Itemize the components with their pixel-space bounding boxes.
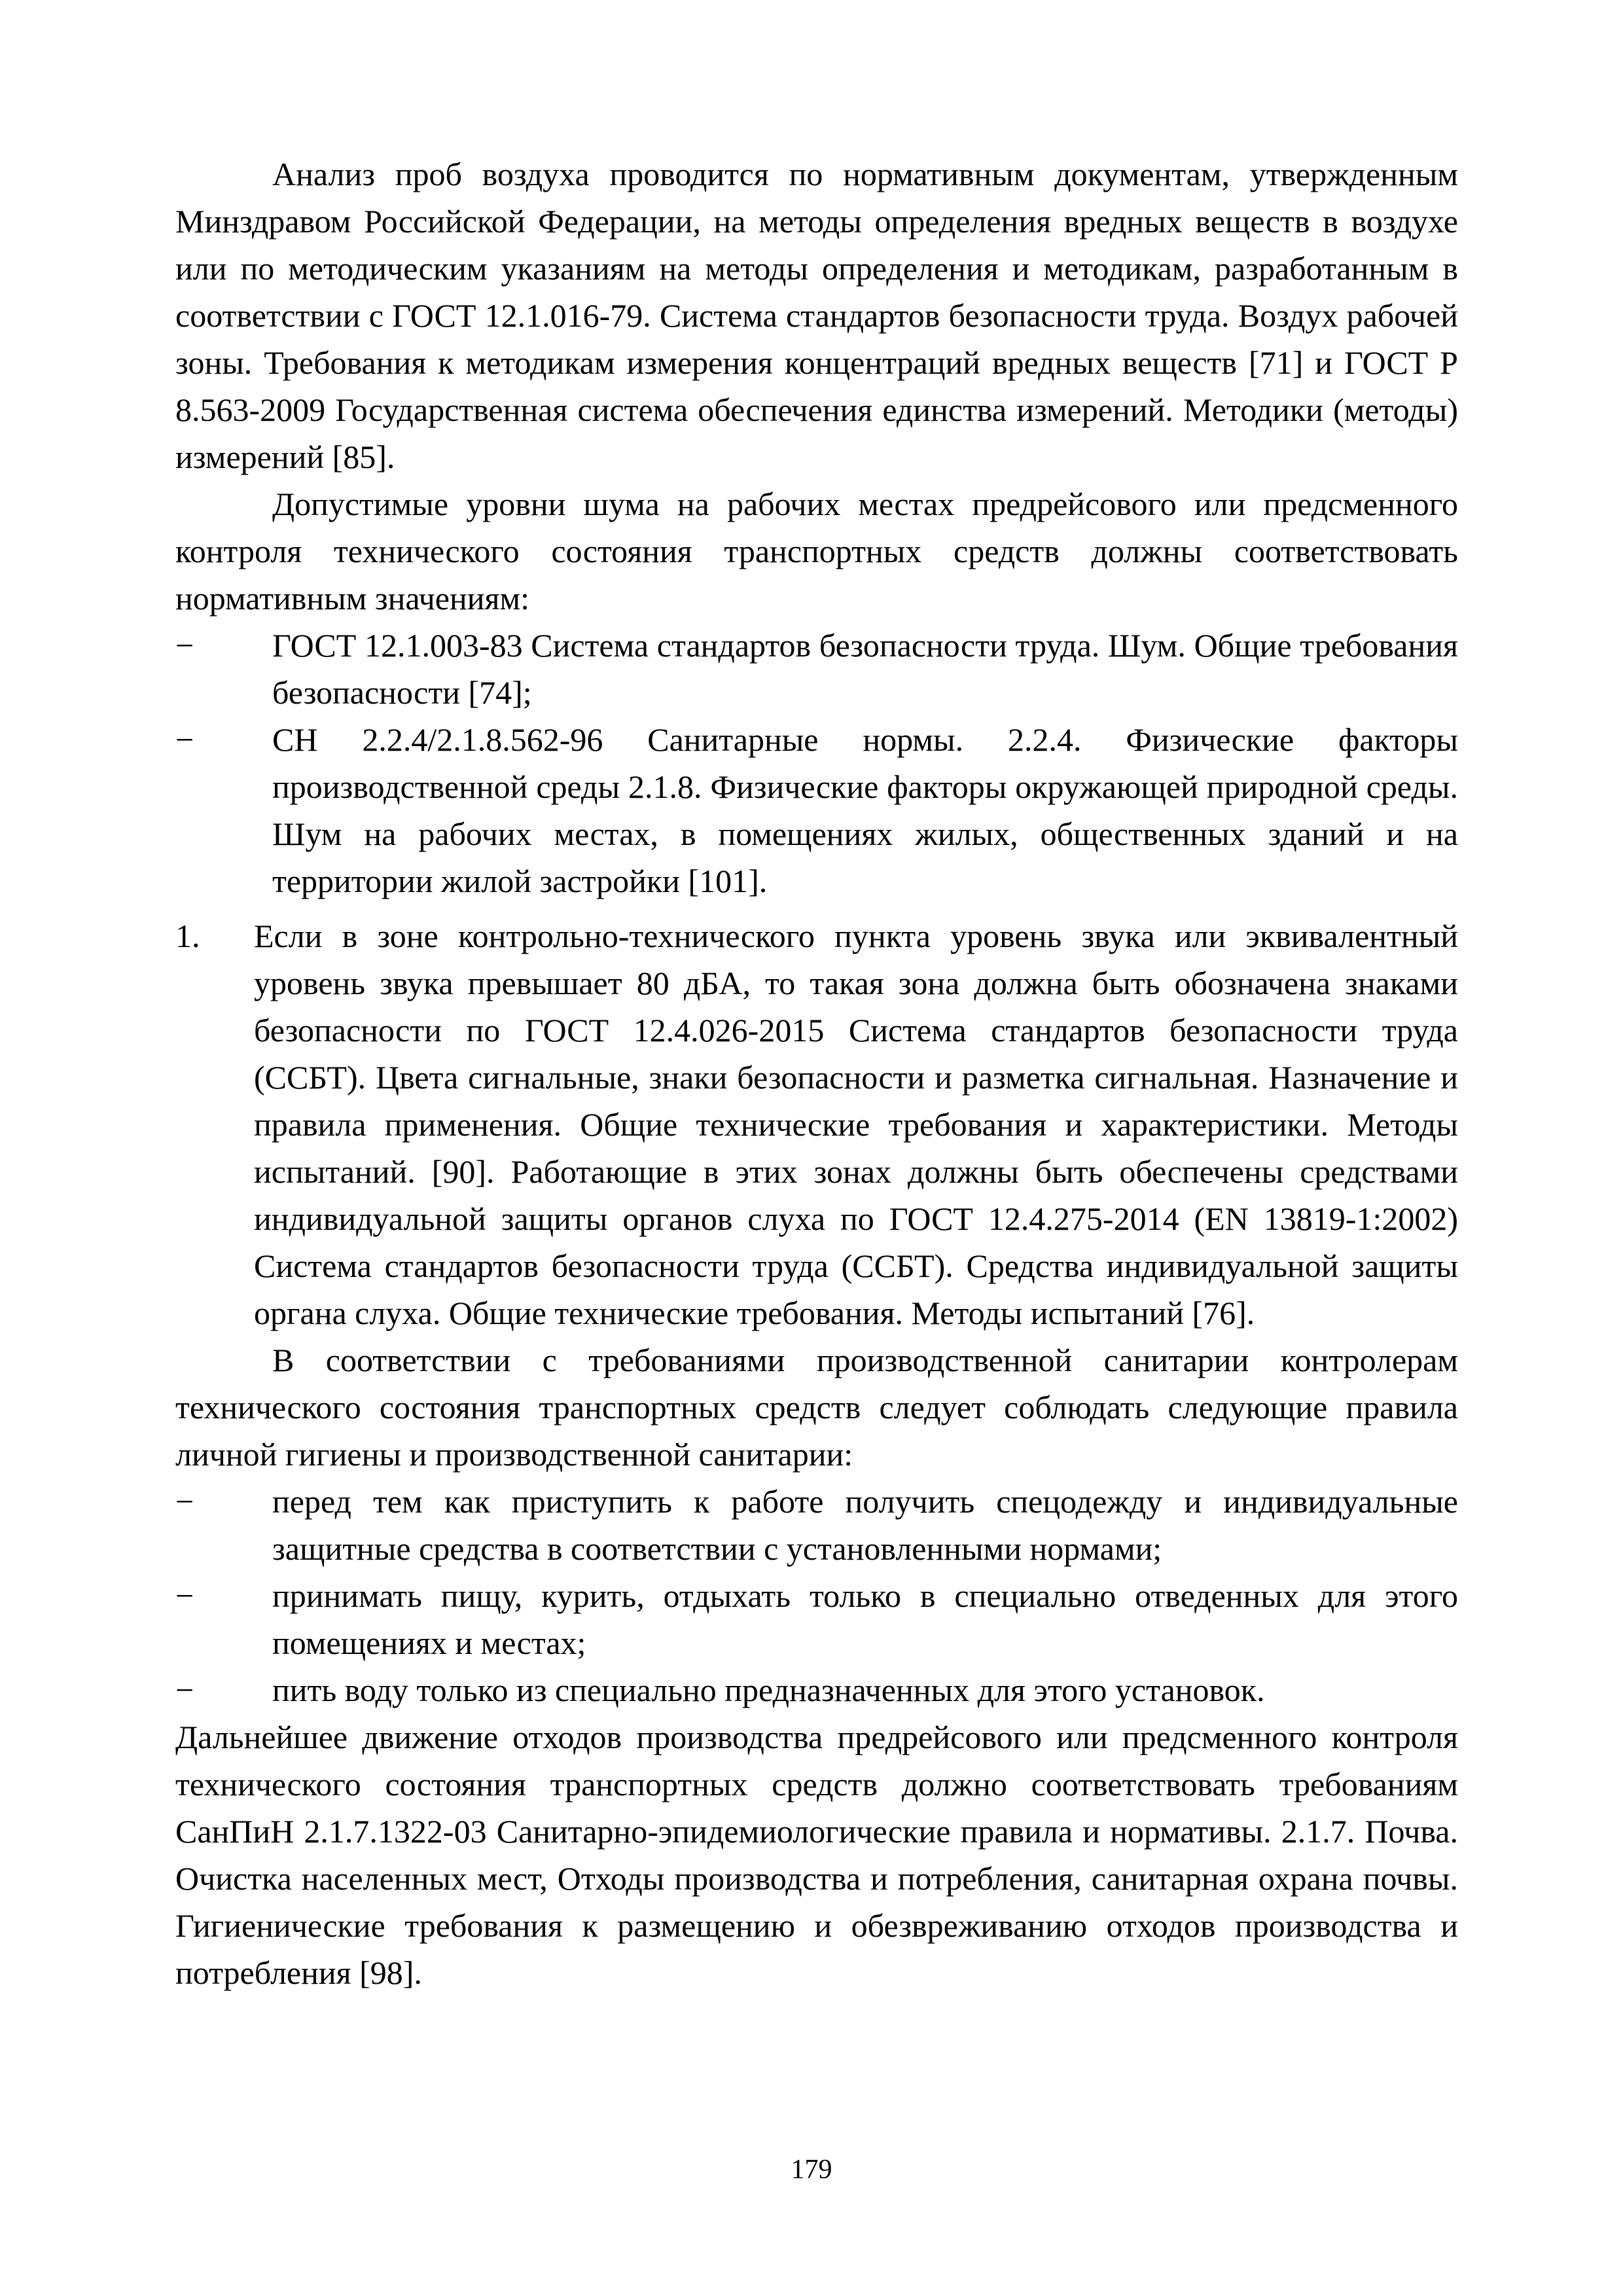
hygiene-rules-list [175,1478,1458,1713]
paragraph-air-analysis: Анализ проб воздуха проводится по нормативным документам, утвержденным Минздравом Российской Федерации, на методы определения вредных веществ в воздухе или по методическим указаниям на методы определения и методикам, разработанным в соответствии с ГОСТ 12.1.016-79. Система стандартов безопасности труда. Воздух рабочей зоны. Требования к методикам измерения концентраций вредных веществ [71] и ГОСТ Р 8.563-2009 Государственная система обеспечения единства измерений. Методики (методы) измерений [85]. [175,156,1458,475]
body-text [175,151,1458,1996]
paragraph-sanitation: В соответствии с требованиями производственной санитарии контролерам технического состояния транспортных средств следует соблюдать следующие правила личной гигиены и производственной санитарии: [175,1342,1458,1473]
dash-bullet: − [175,627,194,664]
list-item [175,1666,1458,1713]
numbered-item-1 [175,912,1458,1336]
paragraph-waste: Дальнейшее движение отходов производства предрейсового или предсменного контроля технического состояния транспортных средств должно соответствовать требованиям СанПиН 2.1.7.1322-03 Санитарно-эпидемиологические правила и нормативы. 2.1.7. Почва. Очистка населенных мест, Отходы производства и потребления, санитарная охрана почвы. Гигиенические требования к размещению и обезвреживанию отходов производства и потребления [98]. [175,1719,1458,1991]
paragraph-noise-levels: Допустимые уровни шума на рабочих местах предрейсового или предсменного контроля технического состояния транспортных средств должны соответствовать нормативным значениям: [175,486,1458,617]
dash-bullet: − [175,1577,194,1614]
list-item-text: принимать пищу, курить, отдыхать только в специально отведенных для этого помещениях и местах; [272,1577,1458,1661]
list-item [175,1572,1458,1666]
list-item-text: перед тем как приступить к работе получить спецодежду и индивидуальные защитные средства в соответствии с установленными нормами; [272,1483,1458,1567]
page-number: 179 [791,2155,832,2185]
list-item [175,716,1458,905]
dash-bullet: − [175,721,194,758]
numbered-item-text: Если в зоне контрольно-технического пункта уровень звука или эквивалентный уровень звука превышает 80 дБА, то такая зона должна быть обозначена знаками безопасности по ГОСТ 12.4.026-2015 Система стандартов безопасности труда (ССБТ). Цвета сигнальные, знаки безопасности и разметка сигнальная. Назначение и правила применения. Общие технические требования и характеристики. Методы испытаний. [90]. Работающие в этих зонах должны быть обеспечены средствами индивидуальной защиты органов слуха по ГОСТ 12.4.275-2014 (EN 13819-1:2002) Система стандартов безопасности труда (ССБТ). Средства индивидуальной защиты органа слуха. Общие технические требования. Методы испытаний [76]. [254,918,1458,1331]
noise-standards-list [175,622,1458,905]
item-number: 1. [175,918,200,954]
dash-bullet: − [175,1672,194,1708]
list-item [175,1478,1458,1572]
list-item-text: СН 2.2.4/2.1.8.562-96 Санитарные нормы. 2.2.4. Физические факторы производственной среды 2.1.8. Физические факторы окружающей природной среды. Шум на рабочих местах, в помещениях жилых, общественных зданий и на территории жилой застройки [101]. [272,721,1458,899]
list-item-text: пить воду только из специально предназначенных для этого установок. [272,1672,1265,1708]
list-item [175,622,1458,716]
dash-bullet: − [175,1483,194,1520]
list-item-text: ГОСТ 12.1.003-83 Система стандартов безопасности труда. Шум. Общие требования безопасности [74]; [272,627,1458,711]
